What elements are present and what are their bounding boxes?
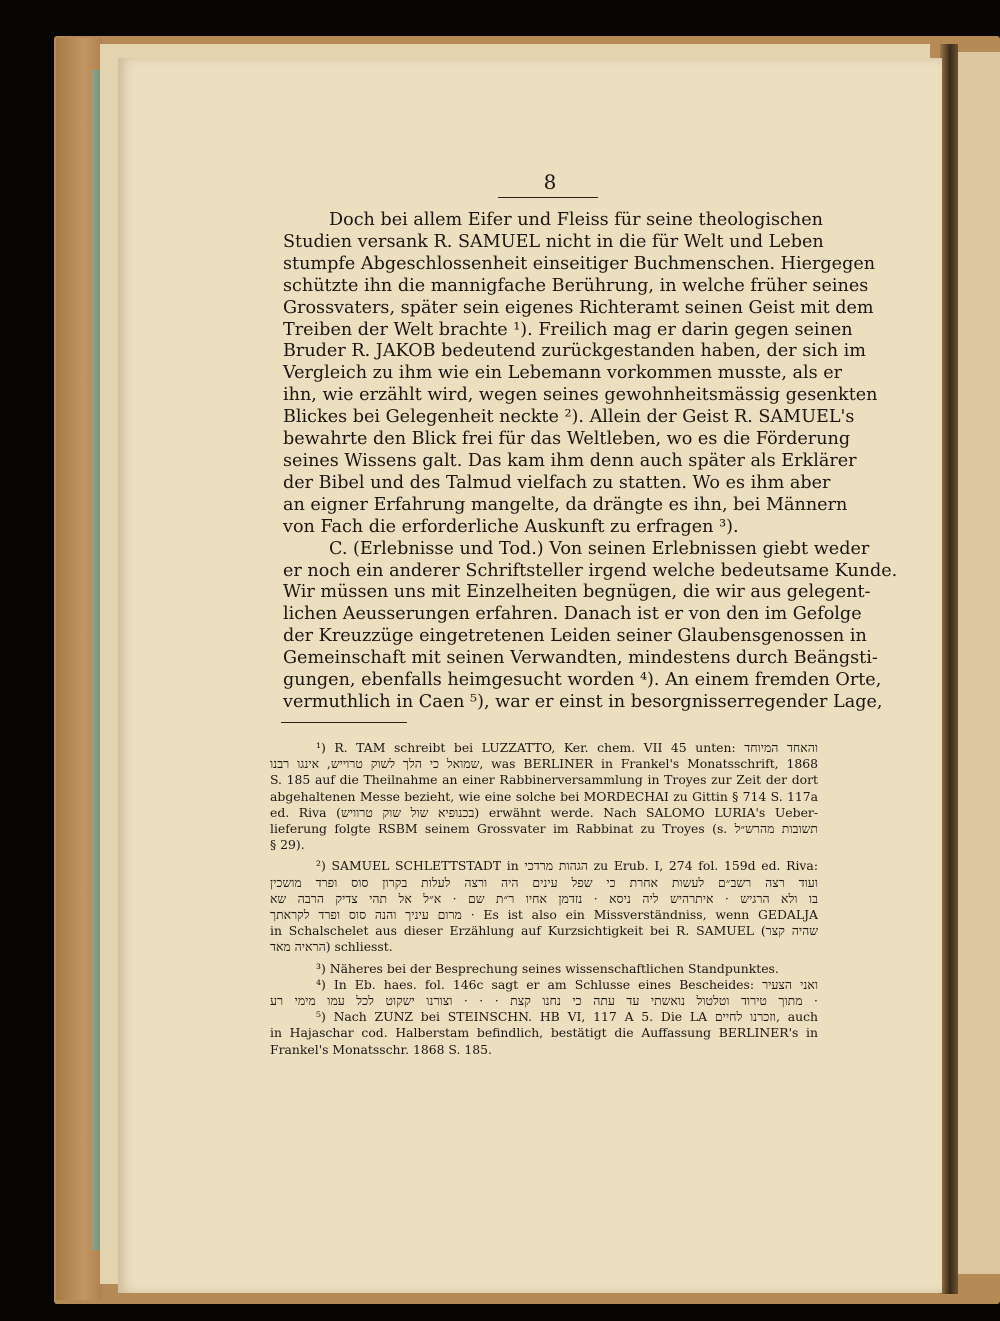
footnote-line: S. 185 auf die Theilnahme an einer Rabbinerversammlung in Troyes zur Zeit der dort [270,772,818,788]
text-line: vermuthlich in Caen ⁵), war er einst in besorgnisserregender Lage, [283,691,883,712]
text-line: Blickes bei Gelegenheit neckte ²). Allein der Geist R. SAMUEL's [283,407,855,428]
footnote-line: abgehaltenen Messe bezieht, wie eine solche bei MORDECHAI zu Gittin § 714 S. 117a [270,788,818,804]
text-line: der Bibel und des Talmud vielfach zu statten. Wo es ihm aber [283,472,831,493]
footnote-line: ed. Riva (בכנופיא שול שוק טרוויש) erwähnt werde. Nach SALOMO LURIA's Ueber- [270,804,819,820]
text-line: schützte ihn die mannigfache Berührung, in welche früher seines [283,275,869,296]
footnote-line: ⁴) In Eb. haes. fol. 146c sagt er am Schlusse eines Bescheides: ואני הצעיר [316,976,818,992]
text-line: gungen, ebenfalls heimgesucht worden ⁴). An einem fremden Orte, [283,670,882,691]
book-gutter [940,44,958,1294]
footnote-5 [270,1009,818,1058]
footnote-line: הראיה מאד) schliesst. [270,939,393,955]
page-number: 8 [543,170,557,194]
footnote-3 [270,961,818,977]
footnote-1 [270,740,818,853]
footnote-line: ⁵) Nach ZUNZ bei STEINSCHN. HB VI, 117 A 5. Die LA וזכרנו לחיים, auch [316,1009,818,1025]
text-line: bewahrte den Blick frei für das Weltleben, wo es die Förderung [283,429,851,450]
text-line: Bruder R. JAKOB bedeutend zurückgestanden haben, der sich im [283,341,866,362]
text-line: seines Wissens galt. Das kam ihm denn auch später als Erklärer [283,450,857,471]
footnote-line: מתוך טירוד וטלטול נואשתי עד עתה כי נחנו קצת · · · וצורנו ישקוט לכל עמו מימי רע · [270,993,818,1009]
text-line: Grossvaters, später sein eigenes Richteramt seinen Geist mit dem [283,297,874,318]
footnotes [270,740,818,1058]
footnote-4 [270,977,818,1009]
footnote-2 [270,858,818,955]
footnote-line: ³) Näheres bei der Besprechung seines wissenschaftlichen Standpunktes. [316,960,779,976]
footnote-line: lieferung folgte RSBM seinem Grossvater im Rabbinat zu Troyes (s. תשובות מהרש״ל [270,821,818,837]
main-text [283,210,898,714]
text-line: lichen Aeusserungen erfahren. Danach ist er von den im Gefolge [283,604,862,625]
text-line: Studien versank R. SAMUEL nicht in die für Welt und Leben [283,231,824,252]
footnote-line: in Schalschelet aus dieser Erzählung auf Kurzsichtigkeit bei R. SAMUEL (שהיה קצר [270,923,818,939]
text-line: Vergleich zu ihm wie ein Lebemann vorkommen musste, als er [283,363,843,384]
text-line: ihn, wie erzählt wird, wegen seines gewohnheitsmässig gesenkten [283,385,878,406]
text-line: der Kreuzzüge eingetretenen Leiden seiner Glaubensgenossen in [283,626,867,647]
text-line: stumpfe Abgeschlossenheit einseitiger Buchmenschen. Hiergegen [283,253,876,274]
text-line: C. (Erlebnisse und Tod.) Von seinen Erlebnissen giebt weder [329,538,870,559]
footnote-line: ועוד רצה רשב״ם לעשות אחרת כי שפל עינים היה ורצה לעלות בקרון סוס ופרד מושכין [270,874,818,890]
footnote-line: Frankel's Monatsschr. 1868 S. 185. [270,1041,492,1057]
footnote-rule [281,722,407,723]
footnote-line: בו ולא הרגיש · איתרהיש ליה ניסא · נזדמן אחיו ר״ת שם · א״ל אל תהי צדיק הרבה שא [270,890,818,906]
text-line: Gemeinschaft mit seinen Verwandten, mindestens durch Beängsti- [283,648,878,669]
text-line: Treiben der Welt brachte ¹). Freilich mag er darin gegen seinen [283,319,853,340]
footnote-line: § 29). [270,837,305,853]
facing-page [955,52,1000,1274]
footnote-line: ¹) R. TAM schreibt bei LUZZATTO, Ker. chem. VII 45 unten: והאחד המיוחד [316,740,818,755]
text-line: von Fach die erforderliche Auskunft zu erfragen ³). [283,516,739,537]
footnote-line: שמואל כי הלך לשוק טרוייש, אינגו רבנו, was BERLINER in Frankel's Monatsschrift, 1868 [270,756,818,772]
text-line: Wir müssen uns mit Einzelheiten begnügen, die wir aus gelegent- [283,582,871,603]
text-line: an eigner Erfahrung mangelte, da drängte es ihn, bei Männern [283,494,848,515]
footnote-line: in Hajaschar cod. Halberstam befindlich, bestätigt die Auffassung BERLINER's in [270,1025,818,1041]
text-line: er noch ein anderer Schriftsteller irgend welche bedeutsame Kunde. [283,560,898,581]
footnote-line: ²) SAMUEL SCHLETTSTADT in הגהות מרדכי zu Erub. I, 274 fol. 159d ed. Riva: [316,858,818,874]
footnote-line: מרום עיניך והנה סוס ופרד לקראתך · Es ist also ein Missverständniss, wenn GEDALJA [270,907,818,923]
text-line: Doch bei allem Eifer und Fleiss für seine theologischen [329,210,823,230]
page-number-rule [498,197,598,198]
